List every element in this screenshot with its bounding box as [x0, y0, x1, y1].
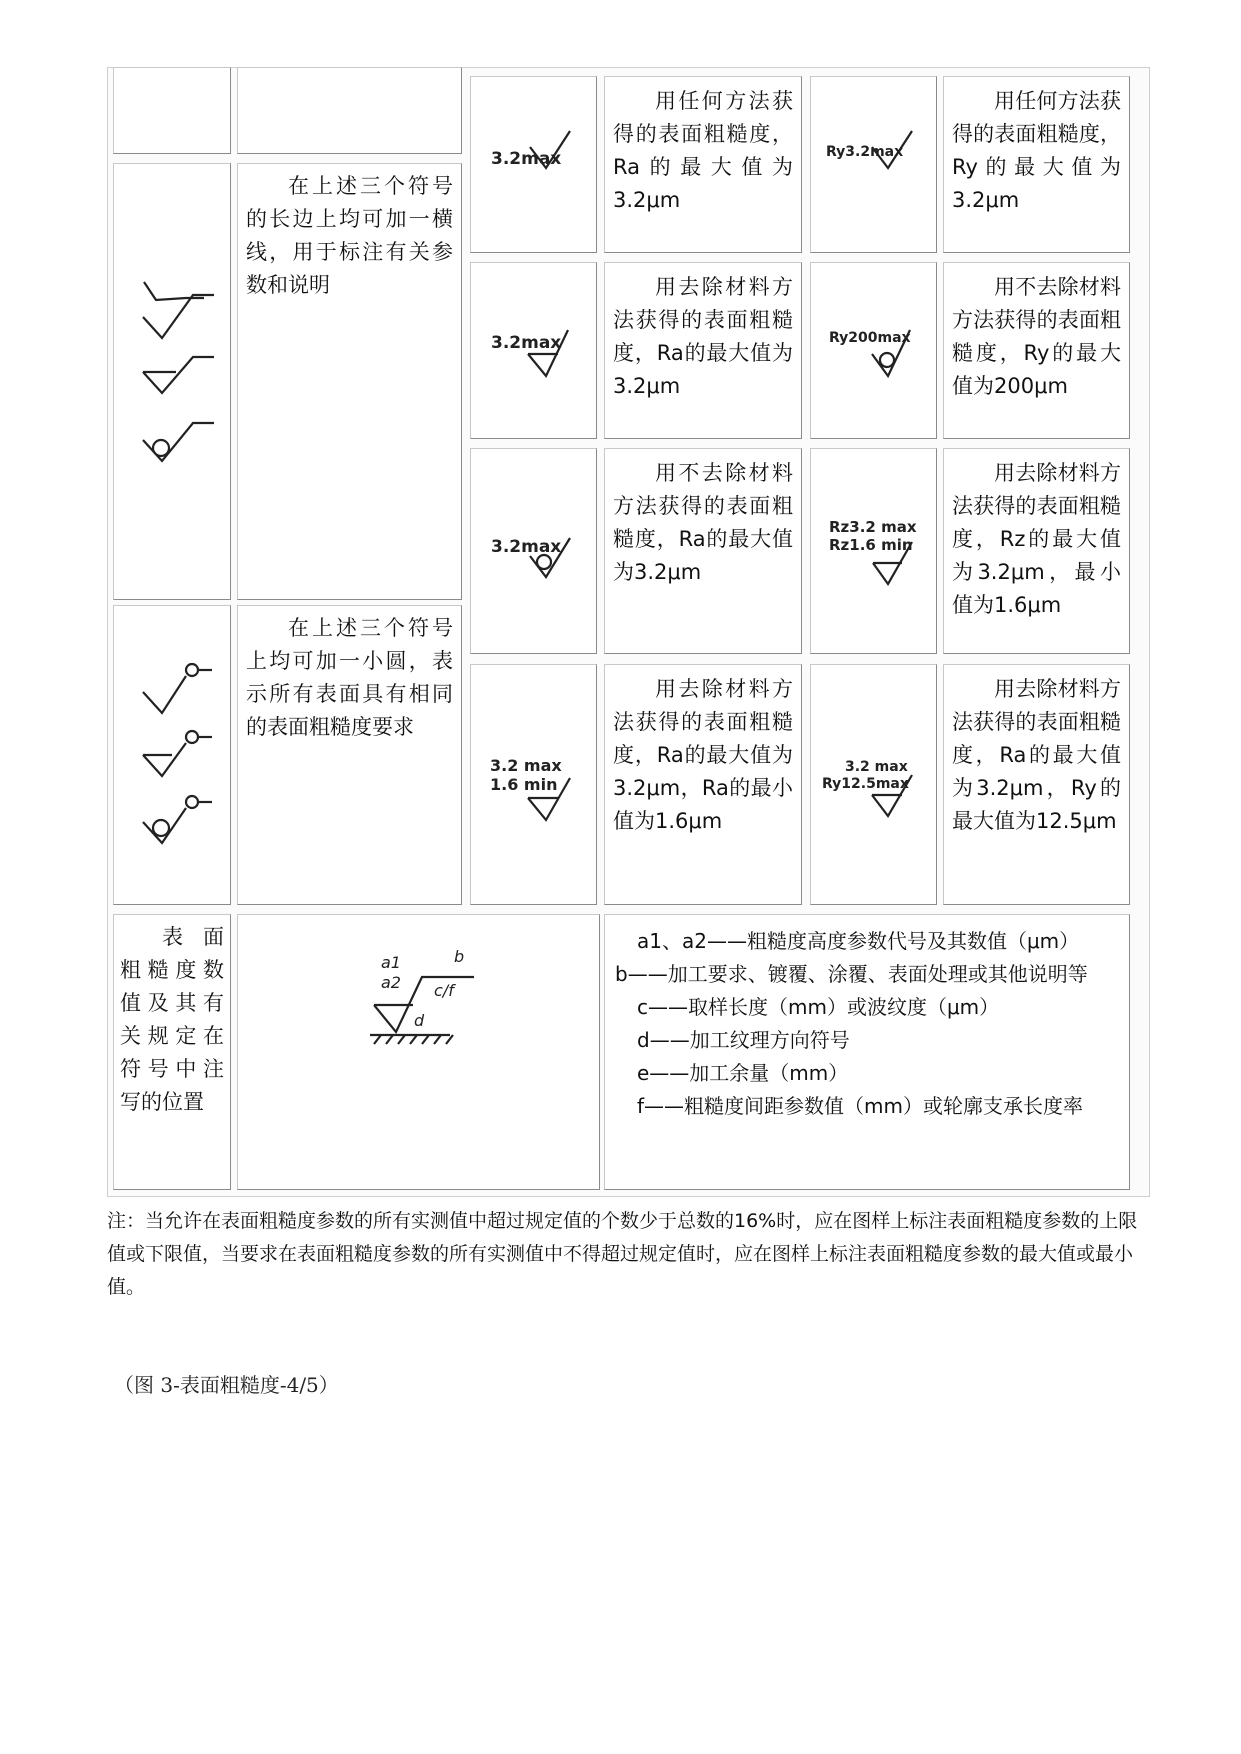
row1-sym-ra-label: 3.2max	[491, 149, 562, 169]
row3-sym-ra-label: 3.2max	[491, 537, 562, 557]
row4-desc-ry: 用去除材料方法获得的表面粗糙度，Ra的最大值为3.2μm，Ry的最大值为12.5μm	[952, 677, 1121, 833]
row1-sym-ry-label: Ry3.2max	[826, 144, 904, 160]
row3-sym-rz-max: Rz3.2 max	[829, 518, 917, 536]
diagram-label-a1: a1	[381, 953, 401, 972]
diagram-label-b: b	[454, 947, 465, 966]
basic-symbol-circle-icon	[143, 664, 212, 713]
group1-desc: 在上述三个符号的长边上均可加一横线，用于标注有关参数和说明	[246, 174, 453, 297]
diagram-label-cf: c/f	[434, 981, 454, 1000]
row2-desc-ry: 用不去除材料方法获得的表面粗糙度，Ry的最大值为200μm	[952, 275, 1121, 398]
group2-desc: 在上述三个符号上均可加一小圆，表示所有表面具有相同的表面粗糙度要求	[246, 616, 453, 739]
row3-desc-ra: 用不去除材料方法获得的表面粗糙度，Ra的最大值为3.2μm	[613, 461, 793, 584]
no-removal-symbol-line-icon	[143, 423, 214, 461]
figure-caption	[114, 1369, 339, 1398]
diagram-label-a2: a2	[381, 973, 401, 992]
removal-symbol-line-icon	[143, 357, 214, 393]
legend-item: b——加工要求、镀覆、涂覆、表面处理或其他说明等	[615, 962, 1088, 986]
row4-sym-min: 1.6 min	[490, 775, 558, 794]
diagram-label-d: d	[414, 1011, 425, 1030]
row4-sym-ry-top: 3.2 max	[845, 759, 908, 775]
row2-desc-ra: 用去除材料方法获得的表面粗糙度，Ra的最大值为3.2μm	[613, 275, 793, 398]
legend-item: f——粗糙度间距参数值（mm）或轮廓支承长度率	[637, 1094, 1084, 1118]
removal-symbol-circle-icon	[143, 731, 212, 776]
row4-sym-max: 3.2 max	[490, 756, 562, 775]
row1-desc-ra: 用任何方法获得的表面粗糙度，Ra的最大值为3.2μm	[613, 89, 793, 212]
caption-text: （图 3-表面粗糙度-4/5）	[114, 1373, 339, 1397]
legend-item: a1、a2——粗糙度高度参数代号及其数值（μm）	[637, 929, 1080, 953]
row4-desc-ra: 用去除材料方法获得的表面粗糙度，Ra的最大值为3.2μm，Ra的最小值为1.6μm	[613, 677, 793, 833]
legend-item: d——加工纹理方向符号	[637, 1028, 850, 1052]
position-label: 表面粗糙度数值及其有关规定在符号中注写的位置	[120, 925, 224, 1114]
row2-sym-ry-label: Ry200max	[829, 330, 911, 346]
row2-sym-ra-label: 3.2max	[491, 333, 562, 353]
basic-symbol-line-icon	[143, 295, 214, 338]
row4-sym-ry-bottom: Ry12.5max	[822, 776, 909, 792]
row3-sym-rz-min: Rz1.6 min	[829, 536, 913, 554]
legend-item: c——取样长度（mm）或波纹度（μm）	[637, 995, 1000, 1019]
table-note	[107, 1205, 1150, 1304]
note-text: 注：当允许在表面粗糙度参数的所有实测值中超过规定值的个数少于总数的16%时，应在图样上标注表面粗糙度参数的上限值或下限值，当要求在表面粗糙度参数的所有实测值中不得超过规定值时，应在图样上标注表面粗糙度参数的最大值或最小值。	[107, 1210, 1138, 1298]
row1-desc-ry: 用任何方法获得的表面粗糙度，Ry的最大值为3.2μm	[952, 89, 1121, 212]
no-removal-symbol-circle-icon	[143, 796, 212, 843]
row3-desc-rz: 用去除材料方法获得的表面粗糙度，Rz的最大值为3.2μm，最小值为1.6μm	[952, 461, 1121, 617]
legend-item: e——加工余量（mm）	[637, 1061, 849, 1085]
